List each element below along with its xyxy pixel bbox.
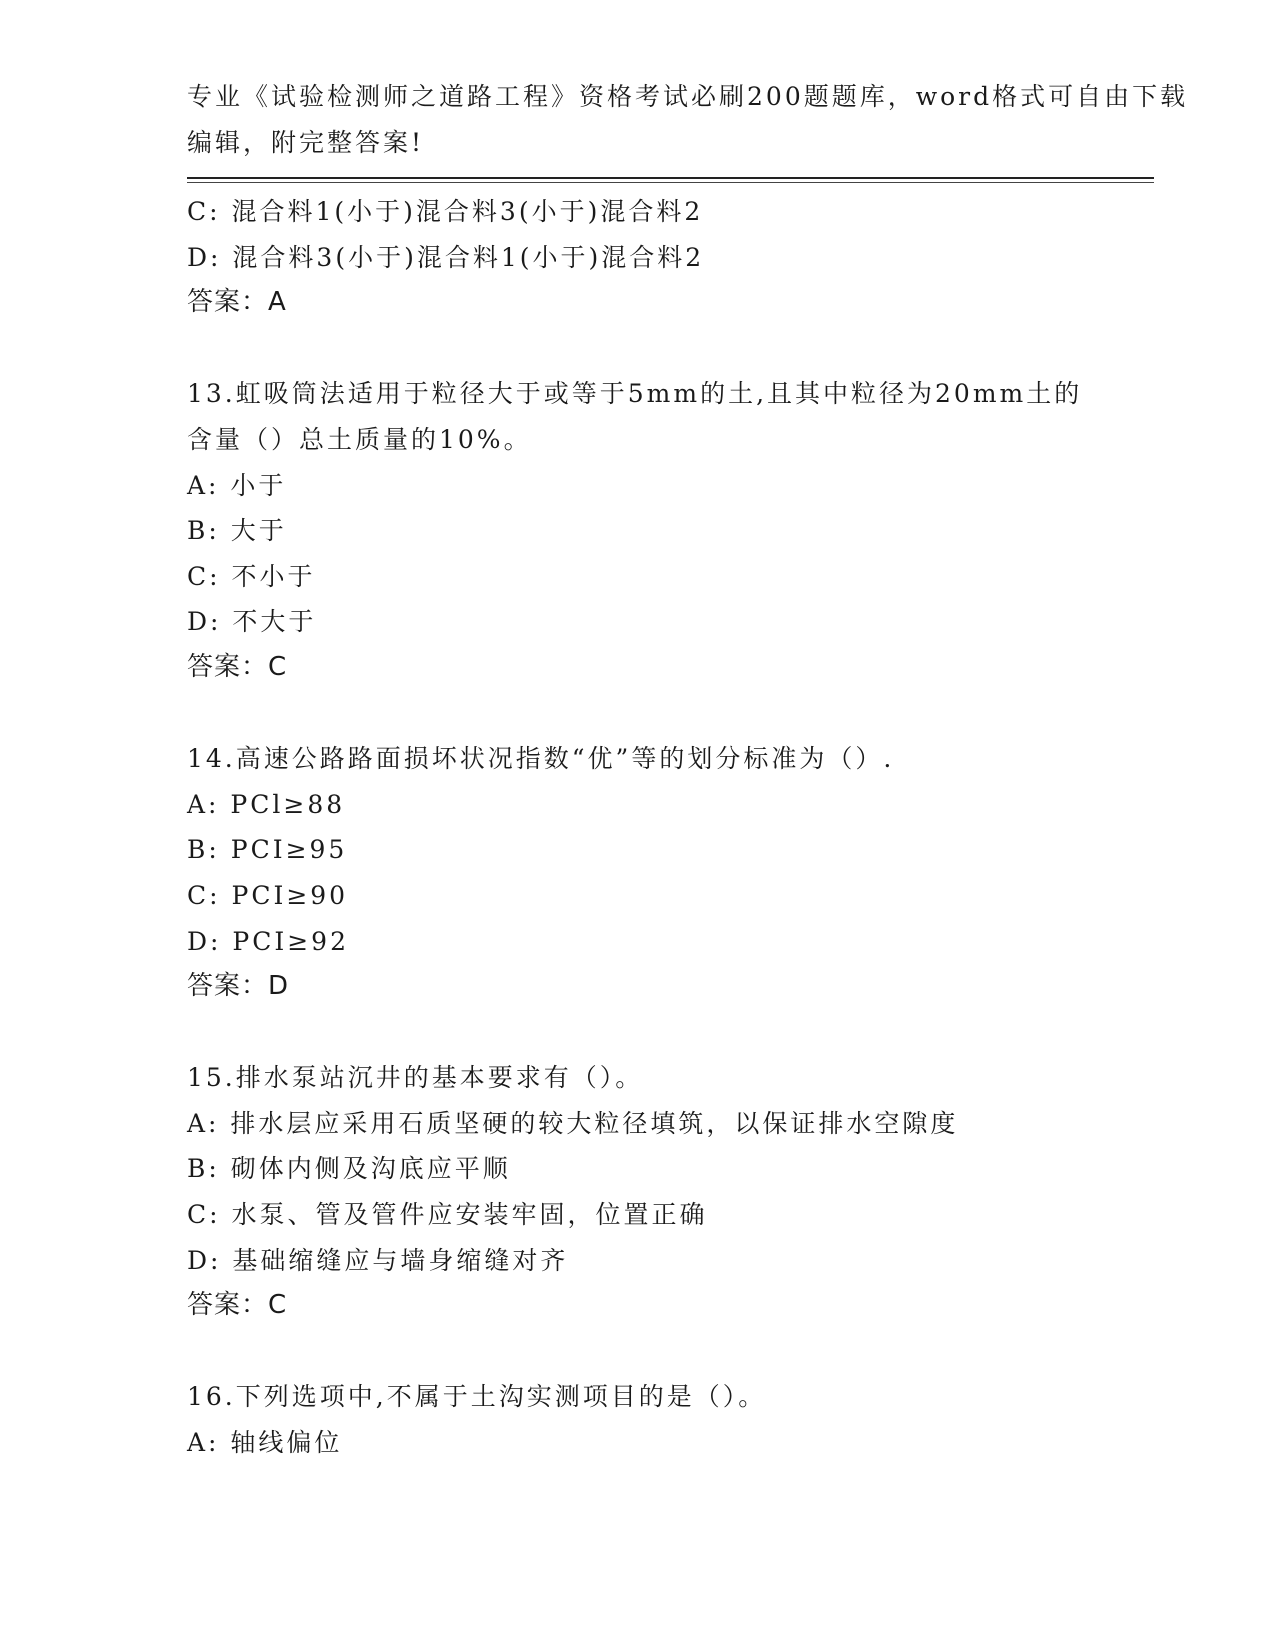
answer-label: 答案：C xyxy=(187,1290,288,1321)
option-a: A: 小于 xyxy=(187,470,287,500)
question-stem-continued: 含量（）总土质量的10%。 xyxy=(187,424,532,454)
option-a: A: 排水层应采用石质坚硬的较大粒径填筑，以保证排水空隙度 xyxy=(187,1108,959,1138)
answer-label: 答案：A xyxy=(187,287,287,318)
question-12 xyxy=(187,189,1137,326)
question-stem: 16.下列选项中,不属于土沟实测项目的是（）。 xyxy=(187,1382,767,1412)
spacer xyxy=(187,1329,1137,1375)
question-16 xyxy=(187,1374,1137,1465)
question-stem: 15.排水泵站沉井的基本要求有（）。 xyxy=(187,1063,644,1093)
option-a: A: PCl≥88 xyxy=(187,789,346,819)
question-stem: 14.高速公路路面损坏状况指数“优”等的划分标准为（）. xyxy=(187,744,895,774)
spacer xyxy=(187,1010,1137,1056)
question-list xyxy=(187,189,1137,1466)
option-c: C: 不小于 xyxy=(187,561,316,591)
answer-label: 答案：D xyxy=(187,971,290,1002)
option-d: D: 混合料3(小于)混合料1(小于)混合料2 xyxy=(187,242,705,272)
option-b: B: 砌体内侧及沟底应平顺 xyxy=(187,1154,511,1184)
option-d: D: 基础缩缝应与墙身缩缝对齐 xyxy=(187,1245,569,1275)
header-divider-thick xyxy=(187,177,1154,179)
question-14 xyxy=(187,736,1137,1010)
option-c: C: PCI≥90 xyxy=(187,880,349,910)
option-d: D: 不大于 xyxy=(187,607,317,637)
header-divider-thin xyxy=(187,182,1154,183)
answer-label: 答案：C xyxy=(187,651,288,682)
question-stem: 13.虹吸筒法适用于粒径大于或等于5mm的土,且其中粒径为20mm土的 xyxy=(187,379,1083,409)
option-a: A: 轴线偏位 xyxy=(187,1428,343,1458)
question-13 xyxy=(187,371,1137,690)
document-header xyxy=(187,74,1189,165)
option-b: B: PCI≥95 xyxy=(187,835,348,865)
option-b: B: 大于 xyxy=(187,516,287,546)
header-line-2: 编辑，附完整答案! xyxy=(187,127,425,157)
option-c: C: 混合料1(小于)混合料3(小于)混合料2 xyxy=(187,197,704,226)
header-line-1: 专业《试验检测师之道路工程》资格考试必刷200题题库，word格式可自由下载 xyxy=(187,82,1189,111)
spacer xyxy=(187,326,1137,372)
question-15 xyxy=(187,1055,1137,1329)
option-c: C: 水泵、管及管件应安装牢固，位置正确 xyxy=(187,1200,708,1230)
spacer xyxy=(187,691,1137,737)
option-d: D: PCI≥92 xyxy=(187,926,349,956)
